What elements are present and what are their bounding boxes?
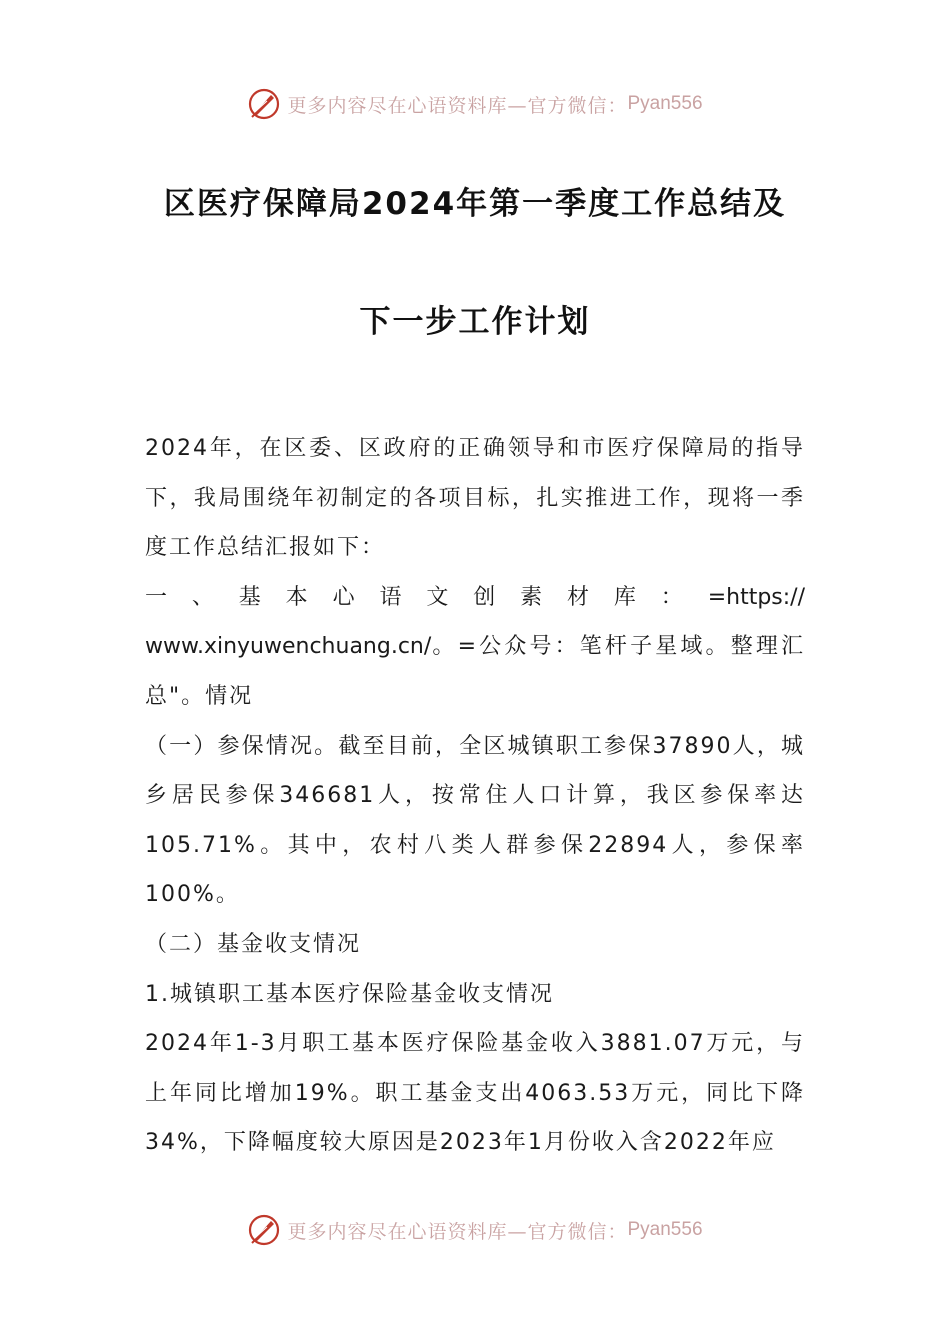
item-1-heading: 1.城镇职工基本医疗保险基金收支情况 [145, 981, 554, 1007]
document-title-line-2: 下一步工作计划 [359, 304, 591, 340]
quill-pen-logo-icon [247, 87, 281, 121]
subsection-2-heading: （二）基金收支情况 [145, 931, 362, 957]
watermark-text: 更多内容尽在心语资料库—官方微信： [287, 94, 628, 117]
section-1-heading [145, 573, 805, 722]
document-title-line-1: 区医疗保障局2024年第一季度工作总结及 [163, 186, 787, 222]
subsection-1-paragraph: （一）参保情况。截至目前，全区城镇职工参保37890人，城乡居民参保346681人，按常住人口计算，我区参保率达105.71%。其中，农村八类人群参保22894人，参保率100%。 [145, 733, 805, 908]
quill-pen-logo-icon [247, 1213, 281, 1247]
footer-watermark-banner [0, 1208, 950, 1252]
watermark-text: 更多内容尽在心语资料库—官方微信： [287, 1220, 628, 1243]
watermark-wechat-id: Pyan556 [627, 93, 703, 114]
watermark-wechat-id: Pyan556 [627, 1219, 703, 1240]
item-1-body: 2024年1-3月职工基本医疗保险基金收入3881.07万元，与上年同比增加19%。职工基金支出4063.53万元，同比下降34%，下降幅度较大原因是2023年1月份收入含2022年应 [145, 1031, 805, 1156]
section-1-suffix: 。=公众号：笔杆子星域。整理汇总"。情况 [145, 634, 805, 709]
intro-paragraph: 2024年，在区委、区政府的正确领导和市医疗保障局的指导下，我局围绕年初制定的各项目标，扎实推进工作，现将一季度工作总结汇报如下： [145, 436, 805, 561]
document-body [145, 424, 805, 1168]
source-url-link[interactable]: www.xinyuwenchuang.cn/ [145, 634, 432, 660]
header-watermark-banner [0, 82, 950, 126]
section-1-prefix: 一、基本心语文创素材库：=https:// [145, 584, 805, 610]
